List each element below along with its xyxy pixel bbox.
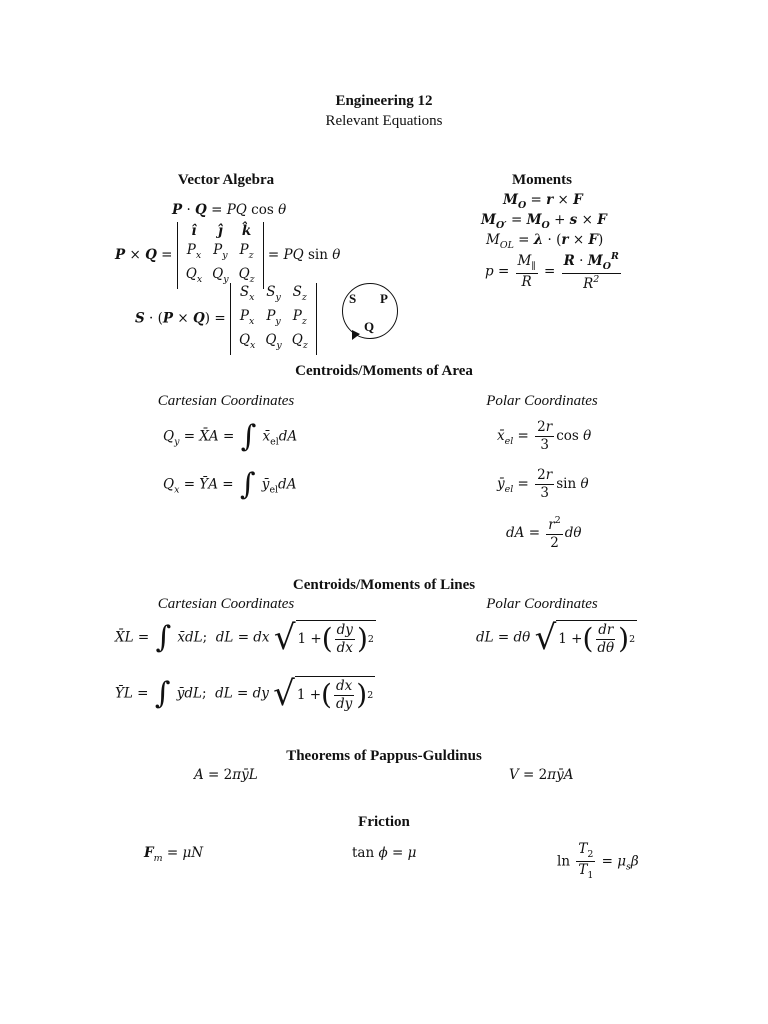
- section-moments: Moments: [512, 172, 572, 188]
- friction-angle-equation: tan ϕ = μ: [352, 845, 417, 861]
- circle-label-p: P: [380, 291, 388, 306]
- polar-area-element-equation: dA = $\frac{r^2}{2}$ dθ: [506, 515, 582, 551]
- document-title: Engineering 12: [335, 93, 433, 109]
- section-centroids-lines: Centroids/Moments of Lines: [292, 577, 476, 593]
- lines-cartesian-label: Cartesian Coordinates: [157, 596, 295, 612]
- circle-label-q: Q: [364, 319, 375, 334]
- section-vector-algebra: Vector Algebra: [177, 172, 275, 188]
- polar-y-centroid-equation: $ȳ_{el}$ = $\frac{2r}{3}$ sin θ: [497, 467, 589, 501]
- first-moment-x-equation: $Q_x$ = ȲA = ∫ $ȳ_{el}dA$: [163, 467, 297, 502]
- pappus-volume-equation: V = 2πȳA: [509, 767, 574, 783]
- wrench-pitch-equation: p = $\frac{M_\parallel}{R}$ = $\frac{R \cdot M_O^R}{R^2}$: [485, 251, 619, 293]
- first-moment-y-equation: $Q_y$ = X̄A = ∫ $x̄_{el}dA$: [163, 419, 298, 454]
- pappus-area-equation: A = 2πȳL: [194, 767, 258, 783]
- moment-about-axis-equation: $M_{OL} = \lambda \cdot (r \times F)$: [486, 232, 604, 251]
- dot-product-equation: P · Q = PQ cos θ: [172, 202, 287, 218]
- lines-polar-label: Polar Coordinates: [486, 596, 598, 612]
- circle-label-s: S: [349, 291, 357, 306]
- polar-line-element-equation: dL = dθ √ 1 + ( $\frac{dr}{d\theta}$ ) 2: [476, 617, 636, 658]
- section-centroids-area: Centroids/Moments of Area: [295, 363, 473, 379]
- area-polar-label: Polar Coordinates: [486, 393, 598, 409]
- document-subtitle: Relevant Equations: [325, 113, 443, 129]
- belt-friction-equation: ln $\frac{T_2}{T_1}$ = $\mu_s\beta$: [557, 841, 639, 882]
- line-x-centroid-equation: X̄L = ∫ x̄dL; dL = dx √ 1 + ( $\frac{dy}{dx}$ ) 2: [115, 617, 374, 658]
- section-friction: Friction: [358, 814, 410, 830]
- section-pappus: Theorems of Pappus-Guldinus: [286, 748, 482, 764]
- area-cartesian-label: Cartesian Coordinates: [157, 393, 295, 409]
- moment-about-point-equation: $M_O = r \times F$: [503, 192, 583, 211]
- cross-product-equation: P × Q = î ĵ k̂ $P_x$ $P_y$ $P_z$ $Q_x$ $Q_y$ $Q_z$ = PQ sin θ: [115, 222, 340, 289]
- friction-force-equation: $F_m = \mu N$: [144, 845, 204, 864]
- triple-product-equation: S · (P × Q) = $S_x$ $S_y$ $S_z$ $P_x$ $P_y$ $P_z$ $Q_x$ $Q_y$ $Q_z$: [135, 283, 317, 355]
- polar-x-centroid-equation: $x̄_{el}$ = $\frac{2r}{3}$ cos θ: [497, 419, 592, 453]
- moment-transfer-equation: $M_{O'} = M_O + s \times F$: [481, 212, 607, 231]
- line-y-centroid-equation: ȲL = ∫ ȳdL; dL = dy √ 1 + ( $\frac{dx}{dy}$ ) 2: [115, 673, 374, 714]
